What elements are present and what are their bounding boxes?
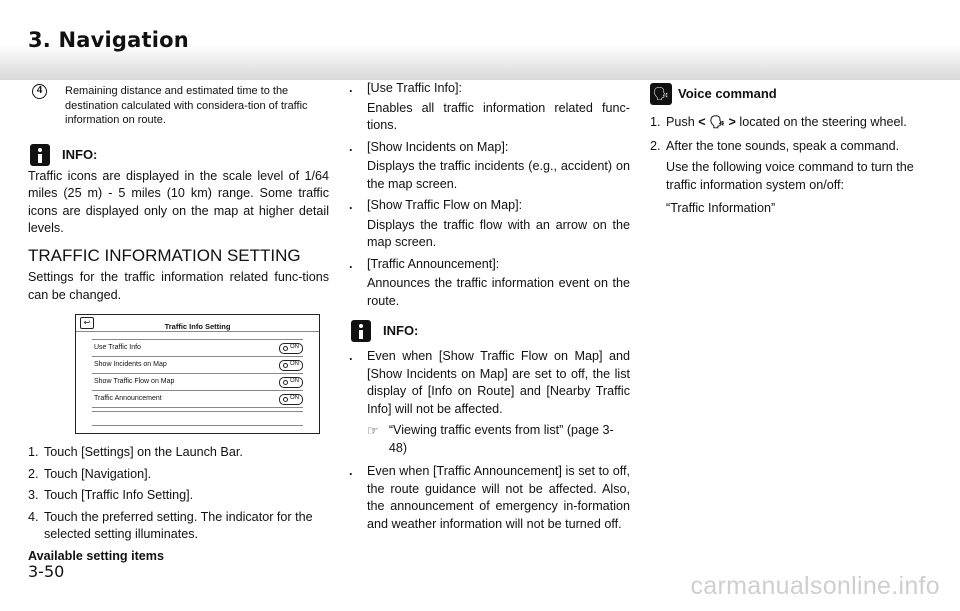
info-icon [30,144,50,166]
empty-row-divider [92,411,303,412]
watermark: carmanualsonline.info [690,572,940,600]
info-bullet-text: Even when [Traffic Announcement] is set to off, the route guidance will not be affected. Also, the announcement of emergency in-formation and weather information will not be turned off. [367,464,630,531]
setting-row-show-traffic-flow[interactable] [92,374,303,391]
step-item [28,509,329,544]
bullet-icon: . [349,81,353,95]
step-text: located on the steering wheel. [735,115,907,129]
step-number: 2. [28,466,39,481]
page-reference [367,422,630,457]
voice-step-2 [650,138,935,218]
step-number: 1. [650,115,661,129]
setting-row-show-incidents[interactable] [92,357,303,374]
step-text: Touch [Navigation]. [44,466,152,481]
step-text: Touch [Settings] on the Launch Bar. [44,445,243,459]
callout-item-4 [28,84,329,128]
reference-pointer-icon: ☞ [367,423,379,438]
circled-number-4: 4 [32,84,47,99]
screen-title-bar [76,315,319,332]
available-items-heading: Available setting items [28,548,165,563]
talk-switch-icon: < 🗣 > [698,115,736,129]
setting-row-traffic-announcement[interactable] [92,391,303,408]
bullet-icon: . [349,198,353,212]
info-bullet [349,348,630,418]
voice-command-heading [650,80,935,108]
voice-command-icon: 🗣 [650,83,672,105]
page-number: 3-50 [28,562,65,581]
chapter-title: 3. Navigation [28,28,189,52]
step-text: Touch the preferred setting. The indicator for the selected setting illuminates. [44,509,313,541]
item-desc: Enables all traffic information related func-tions. [367,100,630,132]
setting-item-description [349,80,630,135]
on-label: ON [290,395,299,402]
step-number: 3. [28,488,39,502]
indicator-light-icon [283,363,288,368]
info-icon [351,320,371,342]
item-title: [Traffic Announcement]: [367,256,500,271]
voice-step-1 [650,114,935,132]
info-bullet [349,463,630,533]
on-indicator[interactable] [279,377,303,388]
on-indicator[interactable] [279,360,303,371]
on-label: ON [290,361,299,368]
column-right [650,80,935,218]
bullet-icon: . [349,256,353,271]
indicator-light-icon [283,346,288,351]
on-indicator[interactable] [279,394,303,405]
column-left [28,80,329,565]
setting-label: Traffic Announcement [94,395,162,403]
setting-label: Use Traffic Info [94,344,141,352]
column-middle [349,80,630,537]
bullet-icon: . [349,349,353,363]
setting-item-description [349,197,630,252]
step-text: Push [666,115,699,129]
item-desc: Announces the traffic information event on the route. [367,276,630,308]
screen-title: Traffic Info Setting [164,322,231,331]
item-title: [Use Traffic Info]: [367,81,462,95]
bullet-icon: . [349,464,353,478]
steps-list [28,444,329,544]
info-heading [349,318,630,344]
step-number: 2. [650,138,661,153]
step-item [28,487,329,505]
step-item [28,466,329,484]
voice-command-title: Voice command [678,86,777,102]
callout-text: Remaining distance and estimated time to the destination calculated with considera-tion of traffic information on route. [65,85,308,126]
setting-list [92,339,303,408]
indicator-light-icon [283,380,288,385]
item-desc: Displays the traffic incidents (e.g., accident) on the map screen. [367,159,630,191]
step-text: After the tone sounds, speak a command. [666,138,900,153]
info-text: Traffic icons are displayed in the scale level of 1/64 miles (25 m) - 5 miles (10 km) range. Some traffic icons are displayed only on the map at higher detail levels. [28,168,329,235]
step-detail: Use the following voice command to turn the traffic information system on/off: [666,160,914,192]
back-icon[interactable]: ↩ [80,317,94,329]
setting-item-description [349,139,630,194]
bullet-icon: . [349,139,353,154]
indicator-light-icon [283,397,288,402]
on-indicator[interactable] [279,343,303,354]
info-label: INFO: [383,323,419,339]
info-heading [28,142,329,168]
section-title: TRAFFIC INFORMATION SETTING [28,245,301,265]
step-number: 4. [28,509,39,524]
setting-row-use-traffic-info[interactable] [92,339,303,357]
item-desc: Displays the traffic flow with an arrow on the map screen. [367,217,630,249]
on-label: ON [290,344,299,351]
item-title: [Show Traffic Flow on Map]: [367,198,523,212]
setting-item-description [349,256,630,311]
section-intro: Settings for the traffic information related func-tions can be changed. [28,270,329,302]
setting-label: Show Traffic Flow on Map [94,378,175,386]
voice-command-phrase: “Traffic Information” [666,201,776,215]
empty-row-divider [92,425,303,426]
info-bullet-text: Even when [Show Traffic Flow on Map] and [Show Incidents on Map] are set to off, the list display of [Info on Route] and [Nearby Traffic Info] will not be affected. [367,349,630,416]
traffic-info-setting-screen [75,314,320,434]
step-number: 1. [28,445,39,459]
setting-label: Show Incidents on Map [94,361,167,369]
reference-text[interactable]: “Viewing traffic events from list” (page 3-48) [388,423,614,455]
step-text: Touch [Traffic Info Setting]. [44,488,194,502]
page-header [0,0,960,80]
on-label: ON [290,378,299,385]
step-item [28,444,329,462]
item-title: [Show Incidents on Map]: [367,139,509,154]
info-label: INFO: [62,146,98,162]
